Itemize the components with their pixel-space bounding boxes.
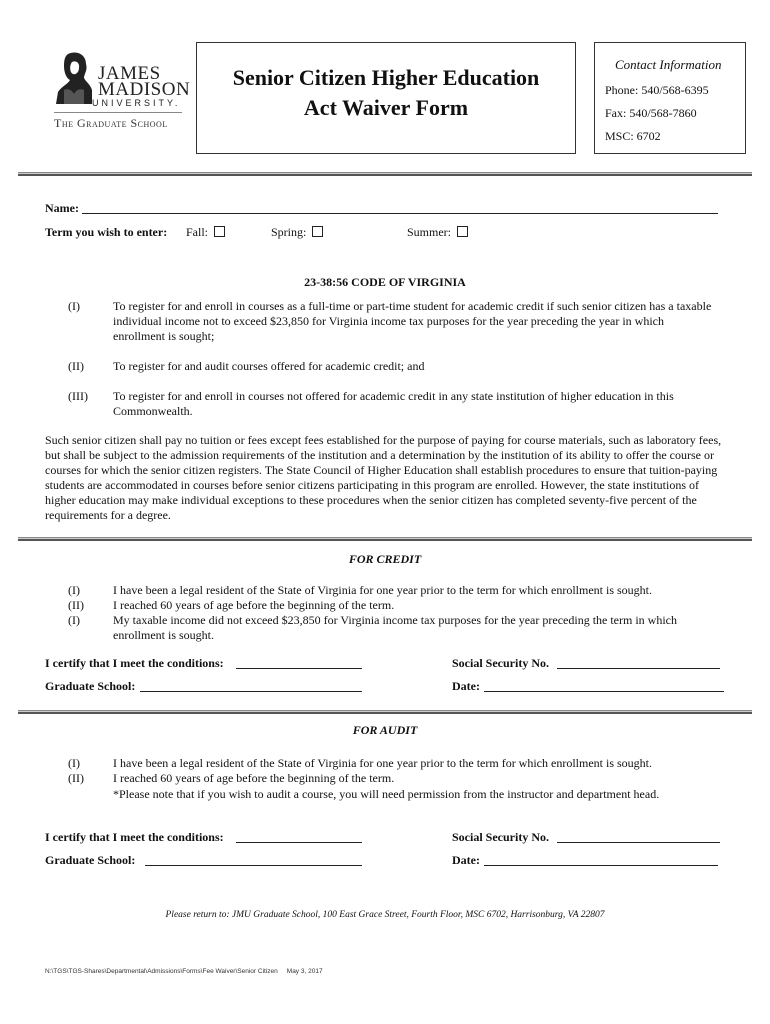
- credit-date-label: Date:: [452, 679, 480, 693]
- code-item-num: (II): [68, 359, 84, 373]
- contact-box: [594, 42, 746, 154]
- code-item-text: To register for and enroll in courses as a full-time or part-time student for academic credit if such senior citizen has a taxable individual income not to exceed $23,850 for Virginia income tax purposes for the year preceding the year in which enrollment is sought;: [113, 299, 712, 343]
- fall-checkbox[interactable]: [214, 226, 225, 237]
- code-item-text: To register for and audit courses offered for academic credit; and: [113, 359, 425, 373]
- credit-item-text: My taxable income did not exceed $23,850 for Virginia income tax purposes for the year preceding the term in which enrollment is sought.: [113, 613, 677, 642]
- credit-grad-field[interactable]: [140, 679, 362, 692]
- title-line-2: Act Waiver Form: [303, 95, 469, 120]
- audit-date-label: Date:: [452, 853, 480, 867]
- credit-ssn-field[interactable]: [557, 656, 720, 669]
- summer-checkbox[interactable]: [457, 226, 468, 237]
- file-date: May 3, 2017: [286, 968, 323, 975]
- jmu-logo: [48, 46, 191, 136]
- term-summer-label: Summer:: [407, 225, 451, 239]
- audit-item-text: I reached 60 years of age before the beginning of the term.: [113, 771, 395, 785]
- code-paragraph: Such senior citizen shall pay no tuition or fees except fees established for the purpose of paying for course materials, such as laboratory fees, but shall be subject to the admission requirements of the institution and a determination by the institution of its ability to offer the course or courses for which the senior citizen registers. The State Council of Higher Education shall establish procedures to ensure that tuition-paying students are accommodated in courses before senior citizens participating in this program are enrolled. However, the state institutions of higher education may make individual exceptions to these procedures when the senior citizen has completed seventy-five percent of the requirements for a degree.: [45, 433, 722, 522]
- contact-phone: Phone: 540/568-6395: [605, 83, 709, 97]
- section-divider: [18, 172, 752, 176]
- credit-item-text: I reached 60 years of age before the beginning of the term.: [113, 598, 395, 612]
- audit-certify-label: I certify that I meet the conditions:: [45, 830, 224, 844]
- credit-item-num: (I): [68, 613, 80, 627]
- section-divider: [18, 537, 752, 541]
- code-item-num: (III): [68, 389, 88, 403]
- logo-line-1: JAMES: [98, 63, 161, 84]
- title-box: [196, 42, 576, 154]
- spring-checkbox[interactable]: [312, 226, 323, 237]
- logo-divider: [54, 112, 182, 113]
- contact-fax: Fax: 540/568-7860: [605, 106, 697, 120]
- term-fall-option[interactable]: [186, 225, 225, 240]
- term-fall-label: Fall:: [186, 225, 209, 239]
- credit-item-text: I have been a legal resident of the State of Virginia for one year prior to the term for which enrollment is sought.: [113, 583, 653, 597]
- code-item-text: To register for and enroll in courses not offered for academic credit in any state institution of higher education in this Commonwealth.: [113, 389, 674, 418]
- contact-heading: Contact Information: [615, 57, 722, 72]
- name-field[interactable]: [82, 201, 718, 214]
- section-divider: [18, 710, 752, 714]
- credit-item-num: (I): [68, 583, 80, 597]
- audit-item-text: I have been a legal resident of the State of Virginia for one year prior to the term for which enrollment is sought.: [113, 756, 653, 770]
- audit-heading: FOR AUDIT: [352, 723, 418, 737]
- logo-line-4: The Graduate School: [54, 116, 168, 130]
- credit-ssn-label: Social Security No.: [452, 656, 549, 670]
- audit-item-num: (I): [68, 756, 80, 770]
- logo-line-2: MADISON: [98, 79, 191, 100]
- audit-ssn-label: Social Security No.: [452, 830, 549, 844]
- audit-grad-field[interactable]: [145, 853, 362, 866]
- audit-ssn-field[interactable]: [557, 830, 720, 843]
- code-heading: 23-38:56 CODE OF VIRGINIA: [304, 275, 466, 289]
- credit-heading: FOR CREDIT: [348, 552, 422, 566]
- file-path: [45, 968, 323, 975]
- credit-item-num: (II): [68, 598, 84, 612]
- logo-line-3: UNIVERSITY.: [92, 98, 181, 108]
- term-label: Term you wish to enter:: [45, 225, 168, 239]
- credit-certify-label: I certify that I meet the conditions:: [45, 656, 224, 670]
- audit-grad-label: Graduate School:: [45, 853, 136, 867]
- audit-date-field[interactable]: [484, 853, 718, 866]
- code-item-num: (I): [68, 299, 80, 313]
- contact-msc: MSC: 6702: [605, 129, 661, 143]
- term-spring-option[interactable]: [271, 225, 323, 240]
- credit-date-field[interactable]: [484, 679, 724, 692]
- credit-certify-field[interactable]: [236, 656, 362, 669]
- term-spring-label: Spring:: [271, 225, 307, 239]
- title-line-1: Senior Citizen Higher Education: [232, 65, 540, 90]
- page-title: [197, 63, 575, 123]
- madison-bust-icon: [54, 50, 94, 104]
- file-path-text: N:\TGS\TGS-Shares\Departmental\Admissions\Forms\Fee Waiver\Senior Citizen: [45, 968, 278, 975]
- audit-certify-field[interactable]: [236, 830, 362, 843]
- audit-note: *Please note that if you wish to audit a course, you will need permission from the instructor and department head.: [113, 787, 660, 801]
- name-label: Name:: [45, 201, 79, 215]
- credit-grad-label: Graduate School:: [45, 679, 136, 693]
- audit-item-num: (II): [68, 771, 84, 785]
- term-summer-option[interactable]: [407, 225, 468, 240]
- return-address: Please return to: JMU Graduate School, 100 East Grace Street, Fourth Floor, MSC 6702, Harrisonburg, VA 22807: [165, 910, 605, 920]
